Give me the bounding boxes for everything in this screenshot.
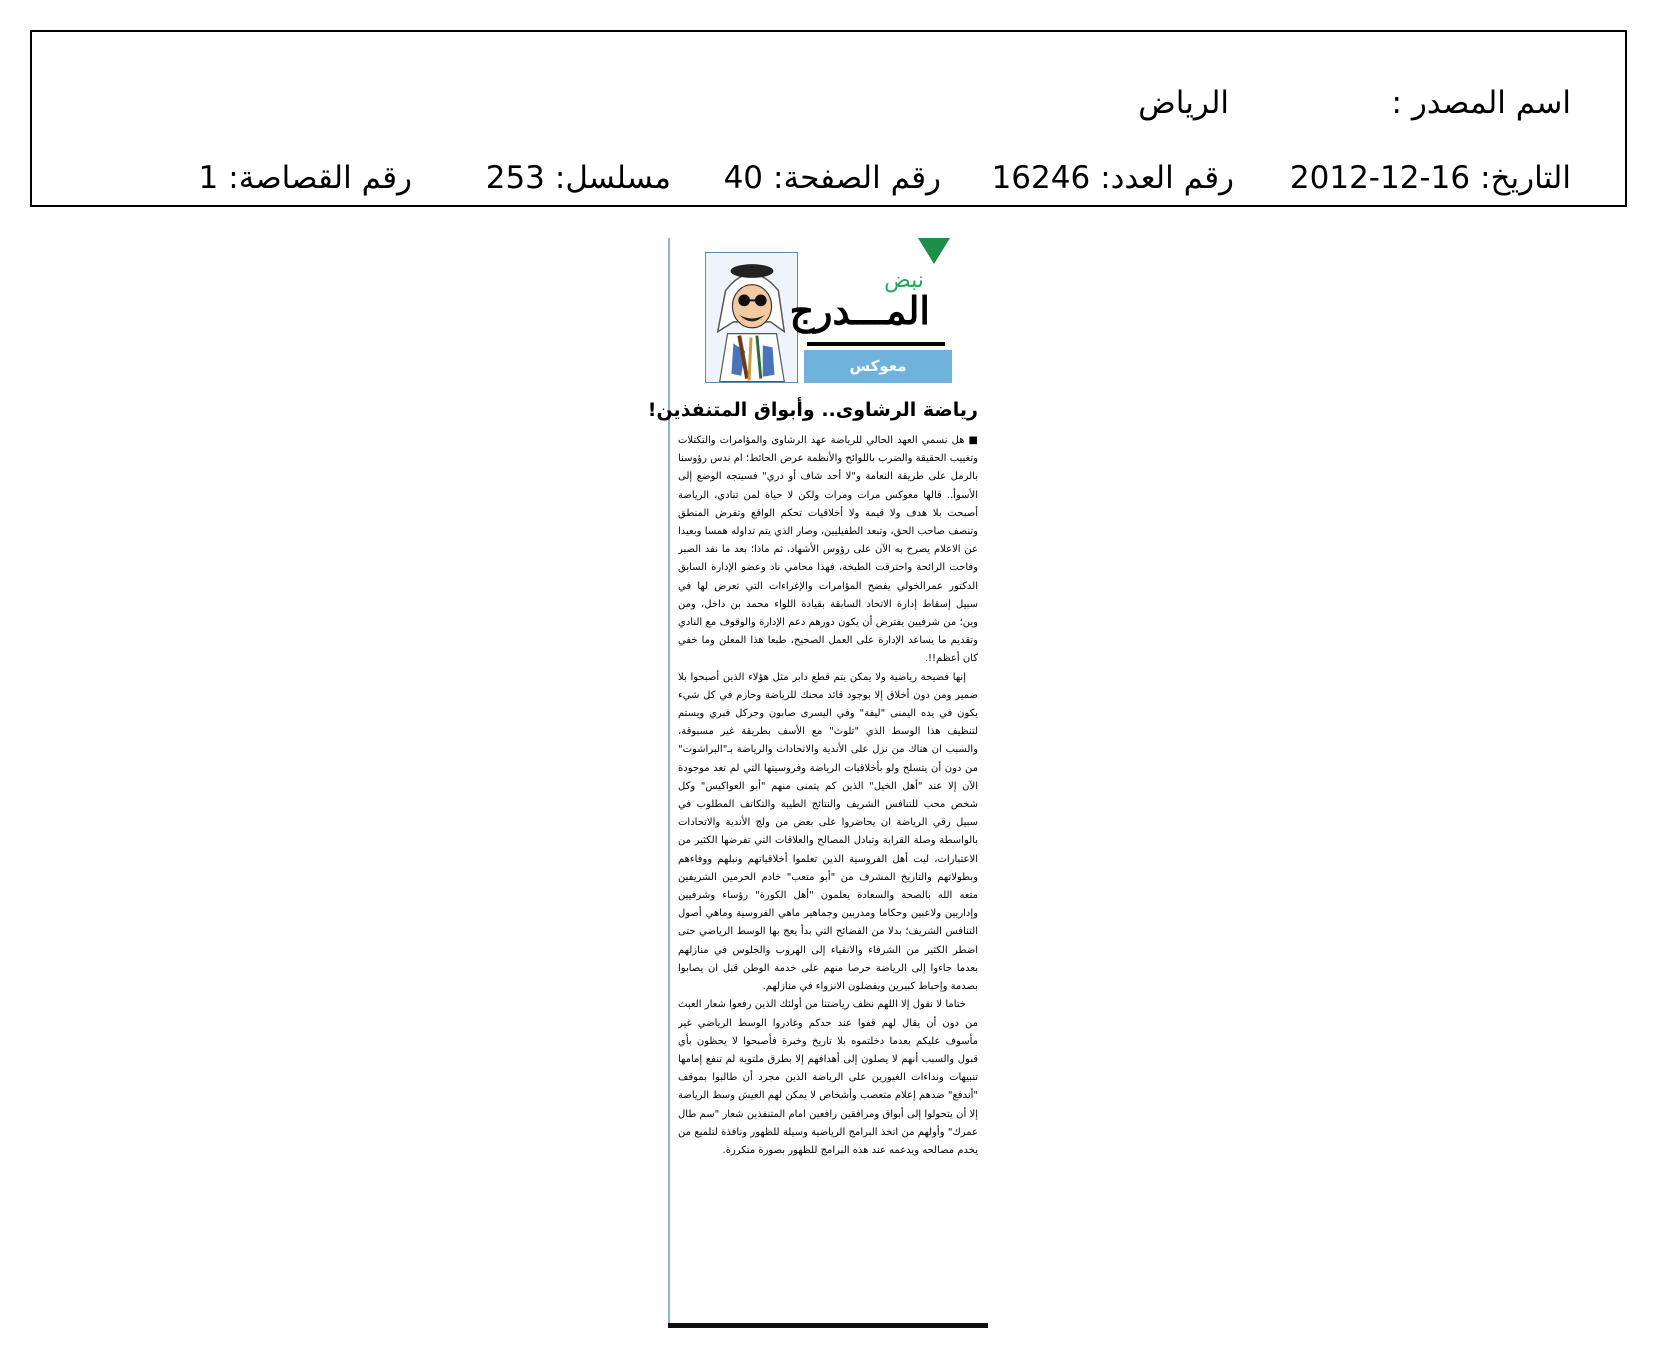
serial-label: مسلسل:	[554, 160, 671, 196]
serial-field	[486, 153, 671, 203]
newspaper-clipping	[647, 238, 988, 1326]
article-paragraph: ■ هل نسمي العهد الحالي للرياضة عهد الرشاوى والمؤامرات والتكتلات وتغييب الحقيقة والضرب باللوائح والأنظمة عرض الحائط؛ ام ندس رؤوسنا بالرمل على طريقة النعامة و"لا أحد شاف أو دري" فسيتجه الوضع إلى الأسوأ.. قالها معوكس مرات ومرات ولكن لا حياة لمن تنادي، الرياضة أصبحت بلا هدف ولا قيمة ولا أخلاقيات تحكم الواقع وتفرض المنطق وتنصف صاحب الحق، وتبعد الطفيليين، وصار الذي يتم تداوله همسا وبعيدا عن الاعلام يصرح به الآن على رؤوس الأشهاد، ثم ماذا؛ بعد ما نفد الصبر وفاحت الرائحة واحترقت الطبخة، فهذا محامي ناد وعضو الإدارة السابق الدكتور عمرالخولي يفضح المؤامرات والإغراءات التي تعرض لها في سبيل إسقاط إدارة الاتحاد السابقة بقيادة اللواء محمد بن داخل، ومن وين؛ من شرفيين يفترض أن يكون دورهم دعم الإدارة والوقوف مع النادي وتقديم ما يساعد الإدارة على العمل الصحيح، طبعا هذا المعلن وما خفي كان أعظم!!.	[678, 435, 978, 665]
source-row	[32, 78, 1625, 128]
clip-number-value: 1	[198, 160, 219, 196]
source-label: اسم المصدر :	[1391, 85, 1571, 121]
man-in-ghutra-caricature-icon	[705, 252, 798, 383]
article-paragraph: إنها فضيحة رياضية ولا يمكن يتم قطع دابر مثل هؤلاء الذين أصبحوا بلا ضمير ومن دون أخلاق إلا بوجود قائد محنك للرياضة وحازم في كل شيء يكون في يده اليمنى "ليفة" وفي اليسرى صابون وجركل فبري ويستم لتنظيف هذا الوسط الذي "تلوث" مع الأسف بطريقة غير مسبوقة، والسبب ان هناك من نزل على الأندية والاتحادات والرياضة بـ"البراشوت" من دون أن يتسلح ولو بأخلاقيات الرياضة وفروسيتها التي لم تعد موجودة الآن إلا عند "أهل الخيل" الذين كم يتمنى منهم "أبو العواكيس" وكل شخص محب للتنافس الشريف والنتائج الطيبة والتكاتف المطلوب في سبيل رقي الرياضة ان يحاضروا على بعض من ولج الأندية والاتحادات بالواسطة وصلة القرابة وتبادل المصالح والعلاقات التي تفرضها الكثير من الاعتبارات، ليت أهل الفروسية الذين تعلموا أخلاقياتهم ونبلهم ووفاءهم وبطولاتهم والتاريخ المشرف من "أبو متعب" خادم الحرمين الشريفين متعه الله بالصحة والسعادة يعلمون "أهل الكورة" رؤساء وشرفيين وإداريين ولاعبين وحكاما ومدربين وجماهير ماهي الفروسية وماهي أصول التنافس الشريف؛ بدلا من الفضائح التي بدأ يعج بها الوسط الرياضي حتى اضطر الكثير من الشرفاء والانقياء إلى الهروب والجلوس في منازلهم بعدما جاءوا إلى الرياضة حرصا منهم على خدمة الوطن قبل ان يصابوا بصدمة وإحباط كبيرين ويفضلون الانزواء في منازلهم.	[678, 671, 978, 993]
details-row	[32, 153, 1625, 203]
column-title-rule	[807, 342, 945, 346]
page-label: رقم الصفحة:	[773, 160, 941, 196]
page-value: 40	[723, 160, 764, 196]
date-value: 2012-12-16	[1289, 160, 1471, 196]
page-field	[724, 153, 941, 203]
source-metadata-box	[30, 30, 1627, 207]
author-name: معوكس	[804, 350, 952, 383]
column-kicker: نبض	[884, 268, 924, 293]
date-field	[1290, 153, 1571, 203]
source-value: الرياض	[1138, 85, 1229, 121]
clip-number-field	[199, 153, 412, 203]
serial-value: 253	[485, 160, 545, 196]
issue-label: رقم العدد:	[1100, 160, 1234, 196]
date-label: التاريخ:	[1480, 160, 1571, 196]
article-headline: رياضة الرشاوى.. وأبواق المتنفذين!	[647, 399, 978, 421]
clip-number-label: رقم القصاصة:	[228, 160, 412, 196]
issue-field	[992, 153, 1234, 203]
article-body	[678, 432, 978, 1288]
column-title: المـــدرج	[789, 288, 930, 333]
issue-value: 16246	[991, 160, 1091, 196]
clipping-bottom-rule	[668, 1323, 988, 1328]
green-triangle-icon	[918, 238, 950, 264]
article-paragraph: ختاما لا نقول إلا اللهم نظف رياضتنا من أولئك الذين رفعوا شعار العبث من دون أن يقال لهم قفوا عند حدكم وغادروا الوسط الرياضي غير مأسوف عليكم بعدما دخلتموه بلا تاريخ وخبرة فأصبحوا لا يحظون بأي قبول والسبب أنهم لا يصلون إلى أهدافهم إلا بطرق ملتوية لم تنفع إمامها تنبيهات ونداءات الغيورين على الرياضة الذين مجرد أن طالبوا بموقف "أندفع" ضدهم إعلام متعصب وأشخاص لا يمكن لهم العيش وسط الرياضة إلا أن يتحولوا إلى أبواق ومرافقين رافعين امام المتنفذين شعار "سم طال عمرك" وأولهم من اتخذ البرامج الرياضية وسيلة للظهور ونافذة لتلميع من يخدم مصالحه ويدعمه عند هذه البرامج للظهور بصورة متكررة.	[678, 999, 978, 1156]
